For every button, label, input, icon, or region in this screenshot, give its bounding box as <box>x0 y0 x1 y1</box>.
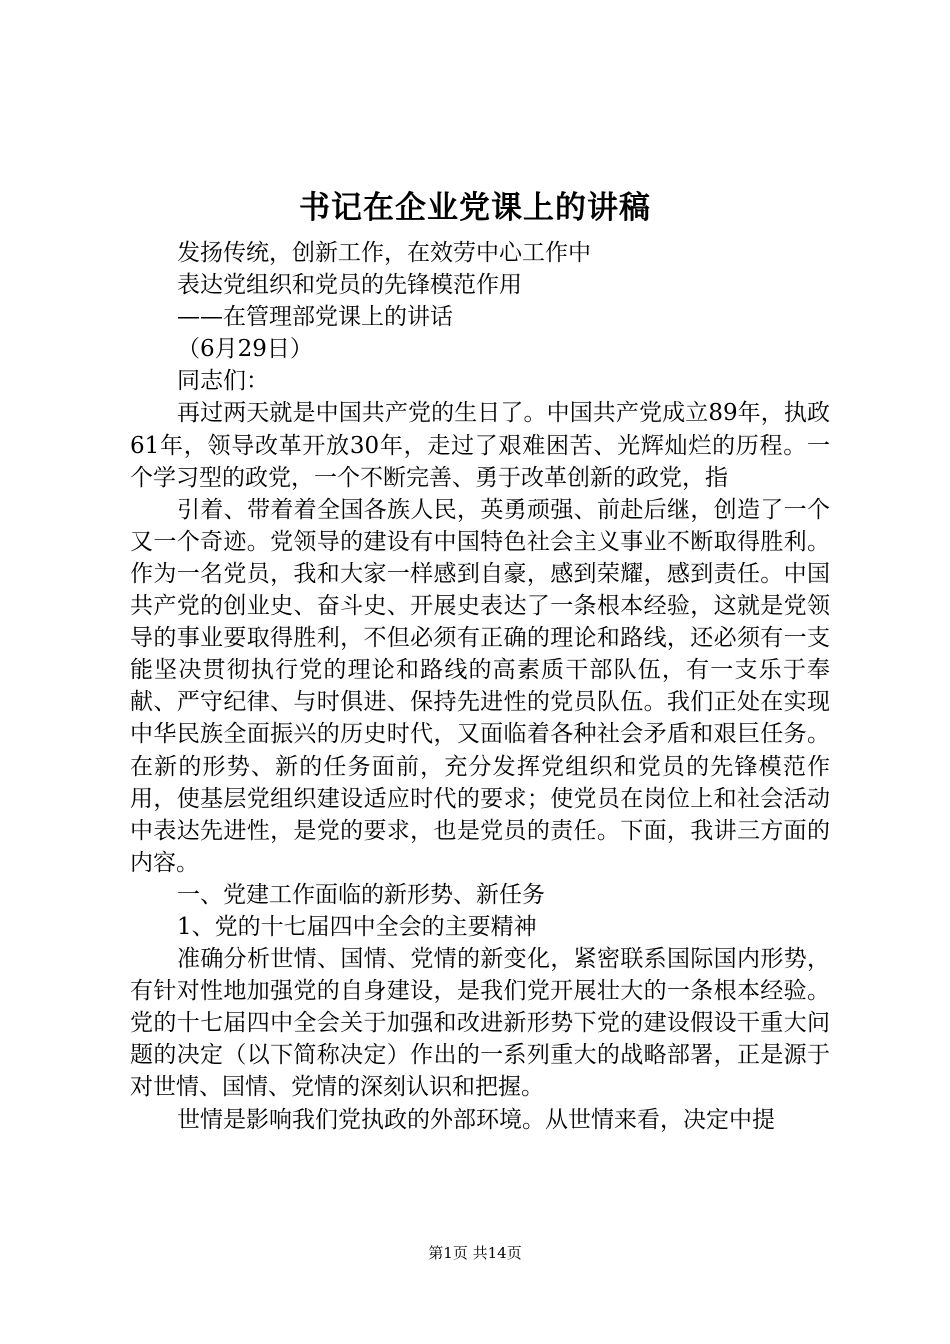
subtitle-line-3: ——在管理部党课上的讲话 <box>177 304 453 331</box>
document-title: 书记在企业党课上的讲稿 <box>299 190 651 226</box>
subsection-heading: 1、党的十七届四中全会的主要精神 <box>177 913 537 940</box>
subtitle-line-1: 发扬传统，创新工作，在效劳中心工作中 <box>177 240 591 266</box>
section-heading: 一、党建工作面临的新形势、新任务 <box>177 881 545 908</box>
body-paragraph: 引着、带着着全国各族人民，英勇顽强、前赴后继，创造了一个又一个奇迹。党领导的建设有中国特色社会主义事业不断取得胜利。作为一名党员，我和大家一样感到自豪，感到荣耀，感到责任。中国共产党的创业史、奋斗史、开展史表达了一条根本经验，这就是党领导的事业要取得胜利，不但必须有正确的理论和路线，还必须有一支能坚决贯彻执行党的理论和路线的高素质干部队伍，有一支乐于奉献、严守纪律、与时俱进、保持先进性的党员队伍。我们正处在实现中华民族全面振兴的历史时代，又面临着各种社会矛盾和艰巨任务。在新的形势、新的任务面前，充分发挥党组织和党员的先锋模范作用，使基层党组织建设适应时代的要求；使党员在岗位上和社会活动中表达先进性，是党的要求，也是党员的责任。下面，我讲三方面的内容。 <box>130 496 830 876</box>
body-paragraph: 再过两天就是中国共产党的生日了。中国共产党成立89年，执政61年，领导改革开放30年，走过了艰难困苦、光辉灿烂的历程。一个学习型的政党，一个不断完善、勇于改革创新的政党，指 <box>130 400 830 491</box>
body-paragraph: 准确分析世情、国情、党情的新变化，紧密联系国际国内形势，有针对性地加强党的自身建设，是我们党开展壮大的一条根本经验。党的十七届四中全会关于加强和改进新形势下党的建设假设干重大问题的决定（以下简称决定）作出的一系列重大的战略部署，正是源于对世情、国情、党情的深刻认识和把握。 <box>130 946 830 1101</box>
body-paragraph: 世情是影响我们党执政的外部环境。从世情来看，决定中提 <box>177 1106 775 1133</box>
salutation: 同志们： <box>177 368 269 395</box>
speech-date: （6月29日） <box>177 336 313 363</box>
subtitle-line-2: 表达党组织和党员的先锋模范作用 <box>177 272 522 299</box>
page-number-footer: 第1页 共14页 <box>428 1244 522 1262</box>
document-body <box>130 237 830 1136</box>
